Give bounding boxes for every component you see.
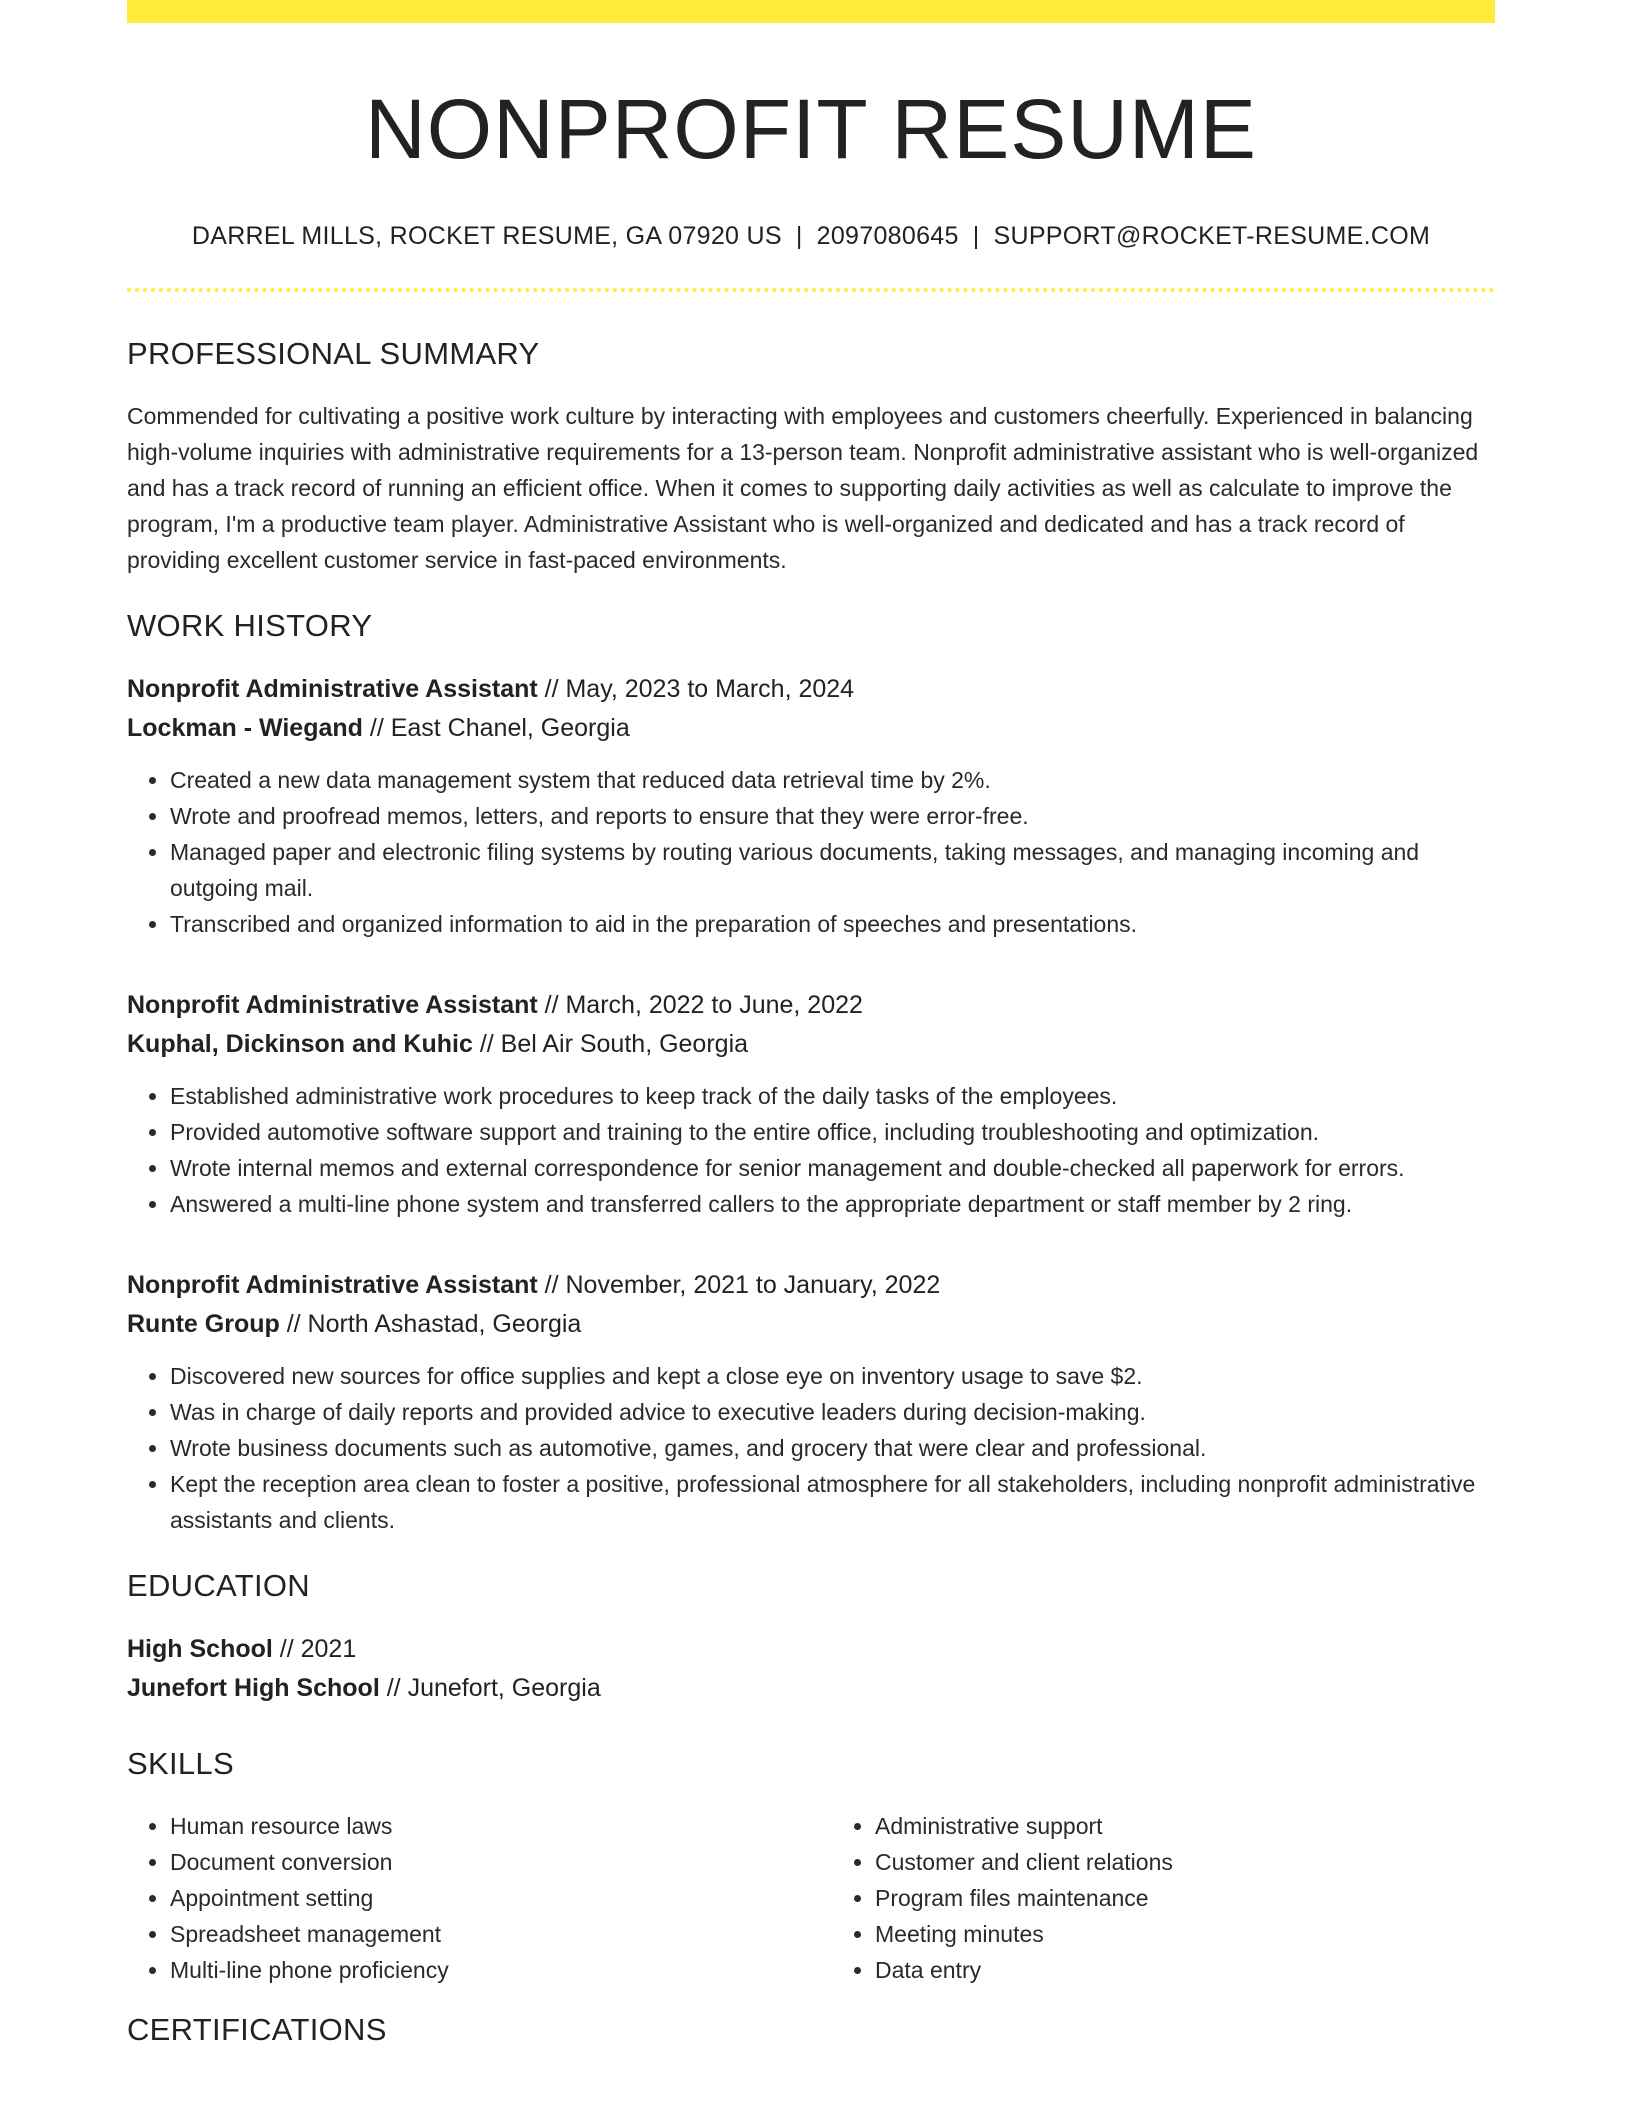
education-degree-line xyxy=(127,1630,1495,1669)
job-company: Runte Group xyxy=(127,1309,280,1338)
job-company-line xyxy=(127,709,1495,748)
job-location: // North Ashastad, Georgia xyxy=(279,1309,582,1338)
education-location: // Junefort, Georgia xyxy=(379,1673,601,1702)
job-bullets xyxy=(127,1078,1495,1222)
contact-phone: 2097080645 xyxy=(816,221,959,250)
education-school: Junefort High School xyxy=(127,1673,380,1702)
job-location: // East Chanel, Georgia xyxy=(362,713,630,742)
contact-separator: | xyxy=(972,221,980,250)
job-bullets xyxy=(127,1358,1495,1538)
job-bullet: • Provided automotive software support and training to the entire office, including troubleshooting and optimization. xyxy=(170,1114,1495,1150)
job-entry xyxy=(127,1266,1495,1538)
contact-email: SUPPORT@ROCKET-RESUME.COM xyxy=(993,221,1431,250)
job-company-line xyxy=(127,1025,1495,1064)
job-entry xyxy=(127,670,1495,942)
skill-item: • Administrative support xyxy=(875,1808,1495,1844)
summary-text: Commended for cultivating a positive work culture by interacting with employees and customers cheerfully. Experienced in balancing high-volume inquiries with administrative requirements for a 13-person team. Nonprofit administrative assistant who is well-organized and has a track record of running an efficient office. When it comes to supporting daily activities as well as calculate to improve the program, I'm a productive team player. Administrative Assistant who is well-organized and dedicated and has a track record of providing excellent customer service in fast-paced environments. xyxy=(127,402,1479,573)
job-dates: // March, 2022 to June, 2022 xyxy=(537,990,863,1019)
skill-item: • Program files maintenance xyxy=(875,1880,1495,1916)
skill-item: • Human resource laws xyxy=(170,1808,790,1844)
education-year: // 2021 xyxy=(272,1634,357,1663)
skill-item: • Meeting minutes xyxy=(875,1916,1495,1952)
contact-line xyxy=(127,222,1495,251)
skill-item: • Data entry xyxy=(875,1952,1495,1988)
section-heading-skills: SKILLS xyxy=(127,1745,234,1781)
section-heading-work: WORK HISTORY xyxy=(127,607,373,643)
job-bullet: • Wrote business documents such as automotive, games, and grocery that were clear and professional. xyxy=(170,1430,1495,1466)
skills-columns xyxy=(127,1796,1495,1988)
skill-item: • Customer and client relations xyxy=(875,1844,1495,1880)
job-dates: // May, 2023 to March, 2024 xyxy=(537,674,855,703)
job-bullet: • Established administrative work procedures to keep track of the daily tasks of the employees. xyxy=(170,1078,1495,1114)
education-school-line xyxy=(127,1669,1495,1708)
job-title-line xyxy=(127,986,1495,1025)
skill-item: • Appointment setting xyxy=(170,1880,790,1916)
section-heading-summary: PROFESSIONAL SUMMARY xyxy=(127,335,540,371)
job-bullet: • Created a new data management system that reduced data retrieval time by 2%. xyxy=(170,762,1495,798)
skills-list-right xyxy=(832,1808,1495,1988)
job-bullet: • Discovered new sources for office supplies and kept a close eye on inventory usage to save $2. xyxy=(170,1358,1495,1394)
job-dates: // November, 2021 to January, 2022 xyxy=(537,1270,941,1299)
job-company-line xyxy=(127,1305,1495,1344)
job-bullet: • Wrote internal memos and external correspondence for senior management and double-checked all paperwork for errors. xyxy=(170,1150,1495,1186)
job-company: Lockman - Wiegand xyxy=(127,713,363,742)
job-bullet: • Was in charge of daily reports and provided advice to executive leaders during decision-making. xyxy=(170,1394,1495,1430)
accent-bar xyxy=(127,0,1495,23)
skills-list-left xyxy=(127,1808,790,1988)
education-degree: High School xyxy=(127,1634,273,1663)
job-title-line xyxy=(127,1266,1495,1305)
education-entry xyxy=(127,1630,1495,1708)
job-entry xyxy=(127,986,1495,1222)
job-bullet: • Wrote and proofread memos, letters, and reports to ensure that they were error-free. xyxy=(170,798,1495,834)
job-location: // Bel Air South, Georgia xyxy=(472,1029,749,1058)
document-title: NONPROFIT RESUME xyxy=(365,82,1257,176)
contact-separator: | xyxy=(795,221,803,250)
skill-item: • Document conversion xyxy=(170,1844,790,1880)
skill-item: • Spreadsheet management xyxy=(170,1916,790,1952)
job-title-line xyxy=(127,670,1495,709)
job-company: Kuphal, Dickinson and Kuhic xyxy=(127,1029,473,1058)
job-bullet: • Managed paper and electronic filing systems by routing various documents, taking messages, and managing incoming and outgoing mail. xyxy=(170,834,1495,906)
section-heading-certifications: CERTIFICATIONS xyxy=(127,2011,387,2047)
dotted-divider xyxy=(127,288,1495,292)
job-bullet: • Transcribed and organized information to aid in the preparation of speeches and presentations. xyxy=(170,906,1495,942)
job-bullet: • Kept the reception area clean to foster a positive, professional atmosphere for all stakeholders, including nonprofit administrative assistants and clients. xyxy=(170,1466,1495,1538)
job-title: Nonprofit Administrative Assistant xyxy=(127,1270,538,1299)
section-heading-education: EDUCATION xyxy=(127,1567,310,1603)
contact-address: DARREL MILLS, ROCKET RESUME, GA 07920 US xyxy=(191,221,782,250)
job-title: Nonprofit Administrative Assistant xyxy=(127,674,538,703)
resume-page xyxy=(127,0,1495,2048)
skill-item: • Multi-line phone proficiency xyxy=(170,1952,790,1988)
job-bullets xyxy=(127,762,1495,942)
job-title: Nonprofit Administrative Assistant xyxy=(127,990,538,1019)
job-bullet: • Answered a multi-line phone system and transferred callers to the appropriate department or staff member by 2 ring. xyxy=(170,1186,1495,1222)
